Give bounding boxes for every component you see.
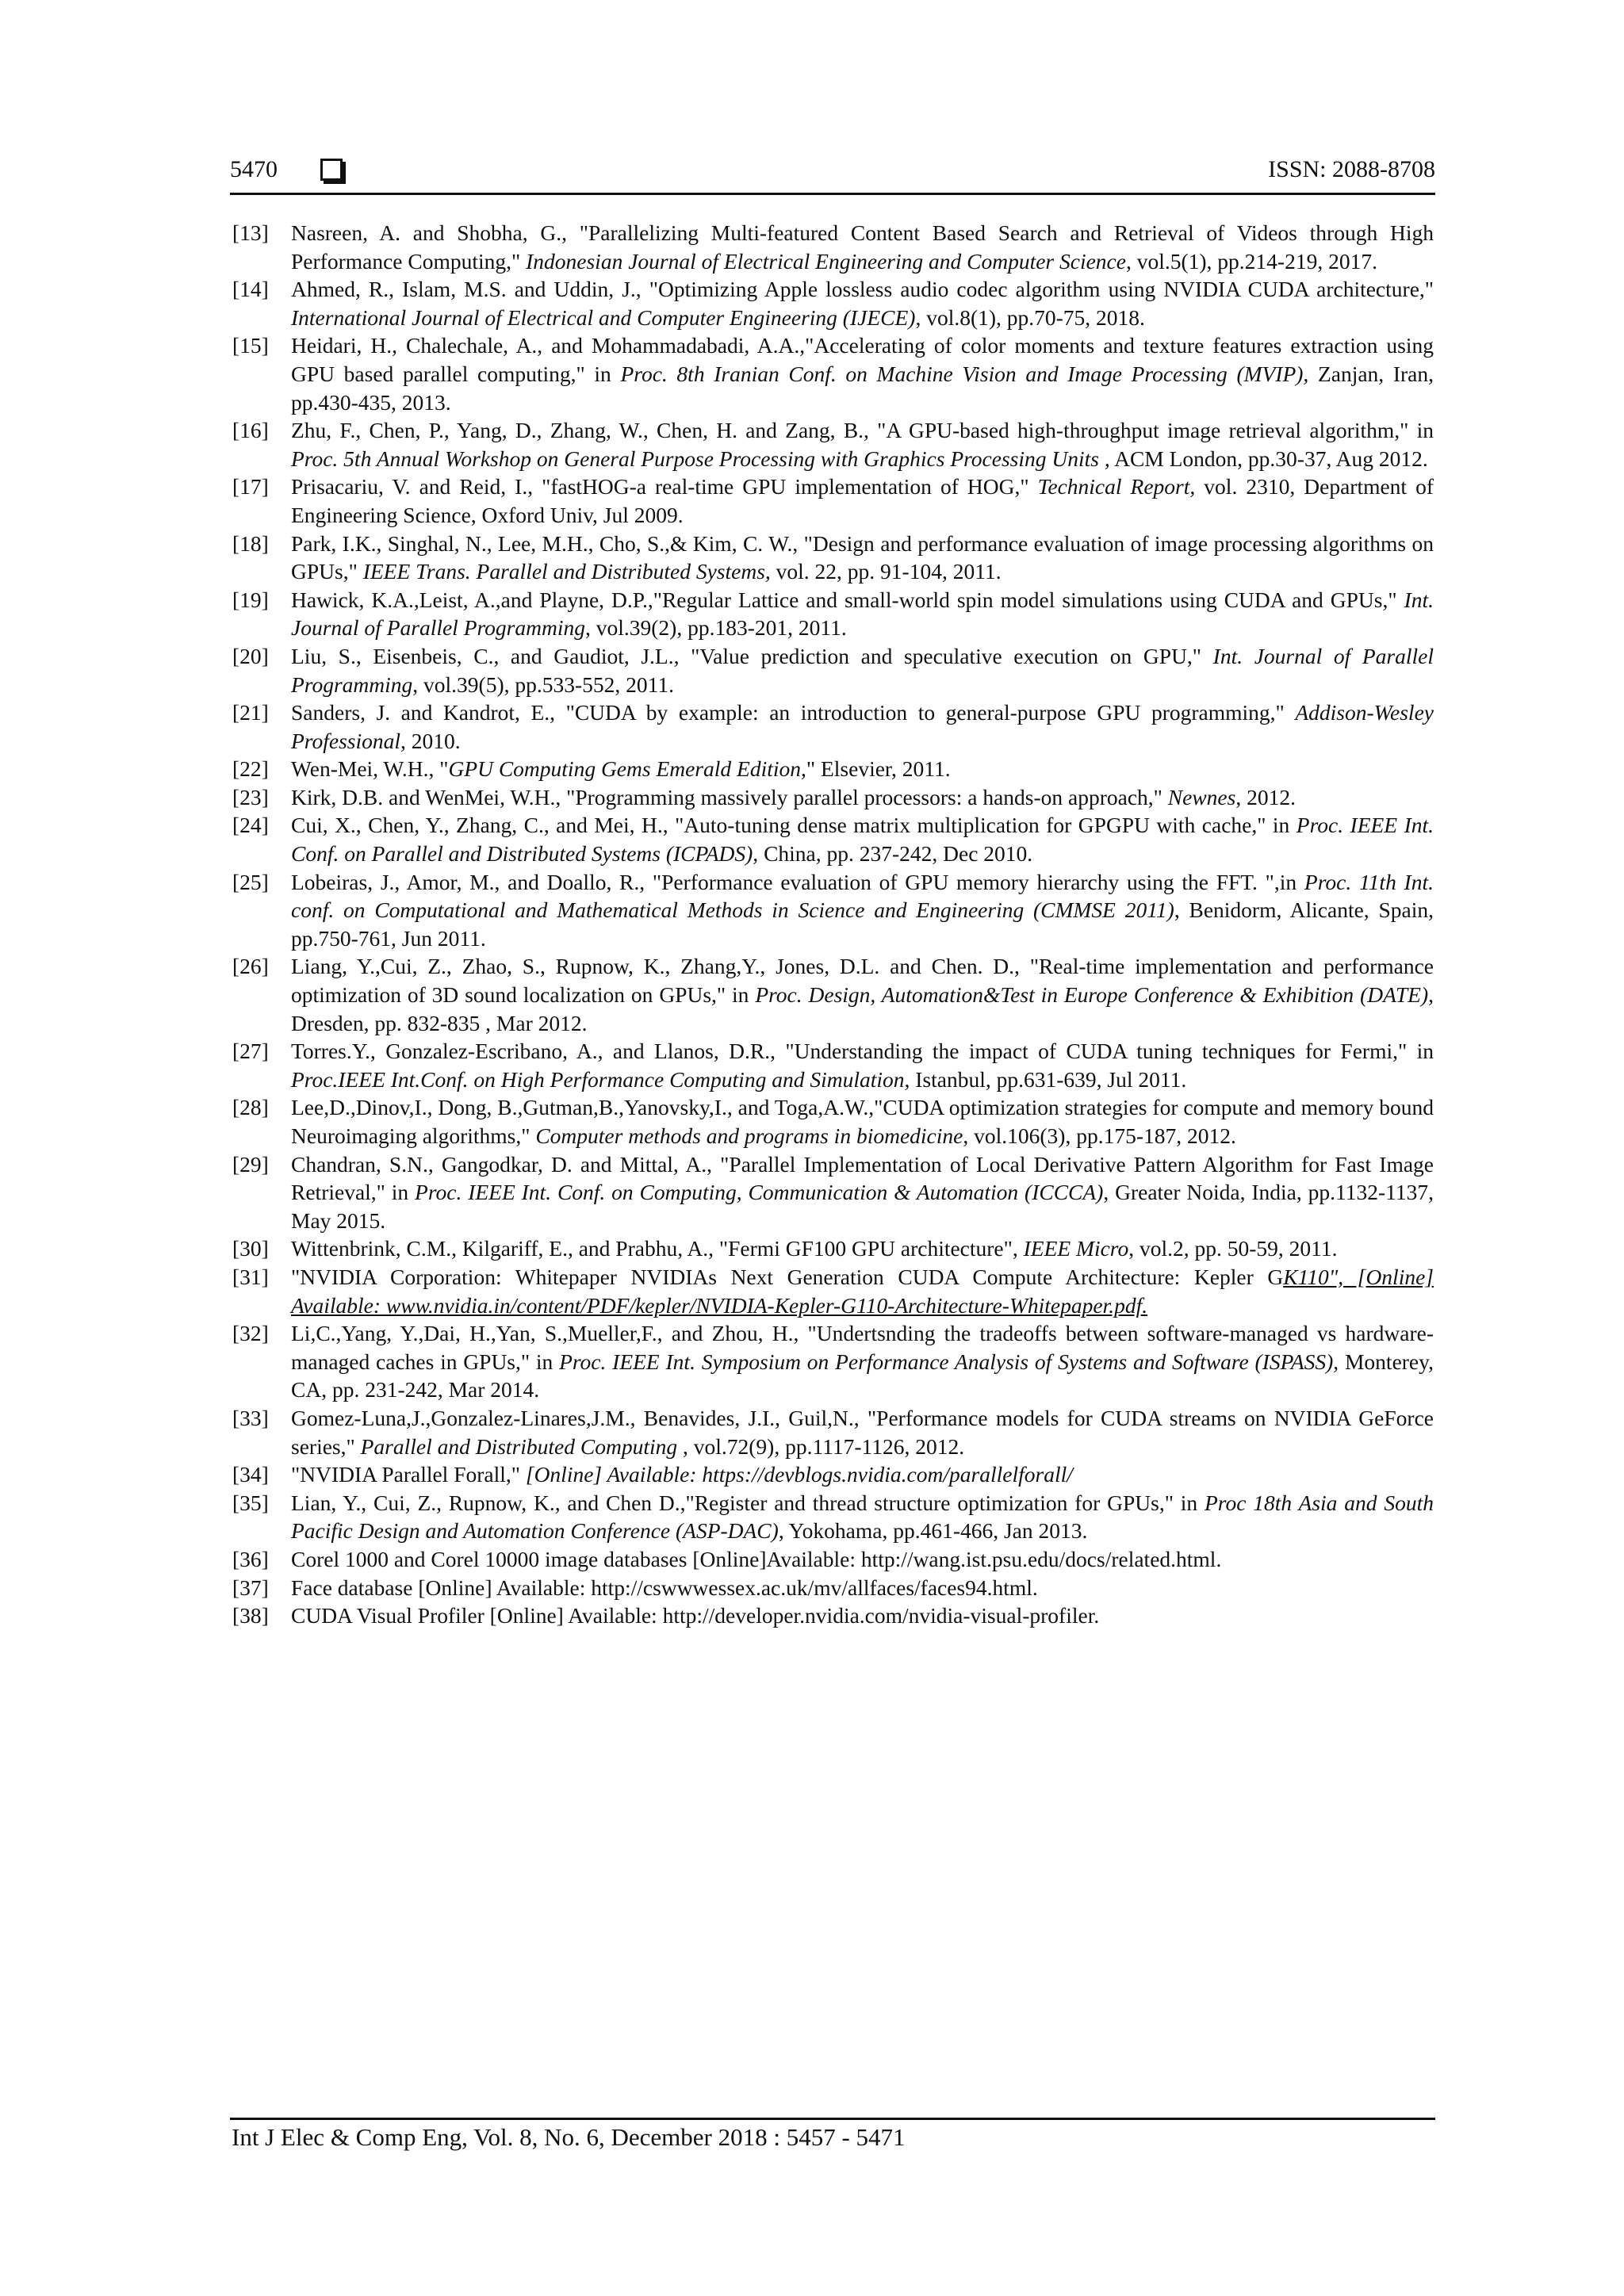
reference-authors-title: Corel 1000 and Corel 10000 image databases [Online]Available: http://wang.ist.psu.edu/docs/related.html.	[291, 1546, 1222, 1571]
reference-authors-title: Ahmed, R., Islam, M.S. and Uddin, J., "Optimizing Apple lossless audio codec algorithm using NVIDIA CUDA architecture,"	[291, 277, 1434, 302]
reference-venue: Proc. 8th Iranian Conf. on Machine Vision and Image Processing (MVIP),	[620, 361, 1309, 386]
reference-item	[232, 1489, 1434, 1545]
reference-authors-title: Heidari, H., Chalechale, A., and Mohammadabadi, A.A.,"Accelerating of color moments and texture features extraction using GPU based parallel computing," in	[291, 333, 1434, 386]
reference-details: , Dresden, pp. 832-835 , Mar 2012.	[291, 982, 1434, 1035]
reference-number: [18]	[232, 530, 269, 556]
reference-text	[291, 785, 1296, 809]
reference-item	[232, 416, 1434, 473]
reference-number: [16]	[232, 418, 269, 443]
reference-details: , 2010.	[400, 728, 461, 753]
reference-authors-title: Lian, Y., Cui, Z., Rupnow, K., and Chen D.,"Register and thread structure optimization for GPUs," in	[291, 1490, 1205, 1515]
reference-number: [36]	[232, 1546, 269, 1571]
reference-authors-title: Hawick, K.A.,Leist, A.,and Playne, D.P.,"Regular Lattice and small-world spin model simulations using CUDA and GPUs,"	[291, 587, 1404, 612]
reference-text	[291, 418, 1434, 471]
reference-details: " Elsevier, 2011.	[806, 756, 951, 782]
reference-authors-title: Face database [Online] Available: http://cswwwessex.ac.uk/mv/allfaces/faces94.html.	[291, 1575, 1038, 1600]
reference-number: [29]	[232, 1151, 269, 1177]
reference-venue: Proc. IEEE Int. Conf. on Computing, Communication & Automation (ICCCA)	[415, 1180, 1104, 1205]
reference-authors-title: Cui, X., Chen, Y., Zhang, C., and Mei, H., "Auto-tuning dense matrix multiplication for GPGPU with cache," in	[291, 813, 1297, 838]
reference-authors-title: Lobeiras, J., Amor, M., and Doallo, R., "Performance evaluation of GPU memory hierarchy using the FFT. ",in	[291, 869, 1304, 894]
reference-text	[291, 1490, 1434, 1544]
reference-number: [34]	[232, 1462, 269, 1487]
reference-venue: IEEE Trans. Parallel and Distributed Systems,	[362, 559, 771, 584]
reference-authors-title: Nasreen, A. and Shobha, G., "Parallelizing Multi-featured Content Based Search and Retrieval of Videos through High Performance Computing,"	[291, 220, 1434, 274]
reference-text	[291, 1321, 1434, 1402]
issn: ISSN: 2088-8708	[1268, 156, 1435, 182]
reference-details: , vol.5(1), pp.214-219, 2017.	[1125, 248, 1377, 274]
reference-authors-title: Lee,D.,Dinov,I., Dong, B.,Gutman,B.,Yanovsky,I., and Toga,A.W.,"CUDA optimization strategies for compute and memory bound Neuroimaging algorithms,"	[291, 1095, 1434, 1148]
reference-text	[291, 1236, 1338, 1261]
reference-text	[291, 1603, 1099, 1628]
reference-number: [25]	[232, 869, 269, 894]
reference-venue: Proc. IEEE Int. Conf. on Parallel and Distributed Systems (ICPADS),	[291, 813, 1434, 867]
reference-number: [37]	[232, 1575, 269, 1600]
reference-number: [17]	[232, 474, 269, 499]
reference-text	[291, 1575, 1038, 1600]
reference-venue: Indonesian Journal of Electrical Engineering and Computer Science	[526, 248, 1126, 274]
reference-list	[232, 219, 1434, 1630]
reference-venue: Computer methods and programs in biomedicine	[535, 1123, 963, 1148]
reference-number: [33]	[232, 1405, 269, 1430]
reference-authors-title: Liang, Y.,Cui, Z., Zhao, S., Rupnow, K., Zhang,Y., Jones, D.L. and Chen. D., "Real-time implementation and performance optimization of 3D sound localization on GPUs," in	[291, 954, 1434, 1008]
reference-text	[291, 1406, 1434, 1459]
reference-authors-title: Wen-Mei, W.H., "	[291, 756, 449, 782]
reference-venue: Int. Journal of Parallel Programming	[291, 587, 1434, 641]
page-header	[230, 155, 1435, 195]
reference-item	[232, 473, 1434, 529]
reference-item	[232, 1601, 1434, 1630]
reference-details: Istanbul, pp.631-639, Jul 2011.	[910, 1066, 1187, 1092]
reference-details: , 2012.	[1235, 784, 1296, 809]
reference-venue: Parallel and Distributed Computing	[360, 1433, 678, 1459]
reference-number: [19]	[232, 587, 269, 612]
reference-text	[291, 644, 1434, 697]
reference-text	[291, 1547, 1221, 1571]
reference-number: [27]	[232, 1039, 269, 1064]
reference-venue: International Journal of Electrical and Computer Engineering (IJECE)	[291, 304, 916, 330]
reference-text	[291, 1095, 1434, 1148]
reference-venue: Proc. 11th Int. conf. on Computational and Mathematical Methods in Science and Engineering (CMMSE 2011)	[291, 869, 1434, 923]
reference-item	[232, 698, 1434, 755]
reference-item	[232, 952, 1434, 1037]
reference-details: , Greater Noida, India, pp.1132-1137, May 2015.	[291, 1180, 1434, 1233]
reference-number: [14]	[232, 277, 269, 302]
reference-text	[291, 1152, 1434, 1233]
reference-venue: Proc. IEEE Int. Symposium on Performance Analysis of Systems and Software (ISPASS),	[559, 1349, 1339, 1374]
reference-text	[291, 474, 1434, 527]
reference-item	[232, 1404, 1434, 1460]
reference-authors-title: Li,C.,Yang, Y.,Dai, H.,Yan, S.,Mueller,F., and Zhou, H., "Undertsnding the tradeoffs between software-managed vs hardware-managed caches in GPUs," in	[291, 1321, 1434, 1374]
reference-venue: Proc. 5th Annual Workshop on General Purpose Processing with Graphics Processing Units ,	[291, 446, 1110, 471]
reference-item	[232, 586, 1434, 642]
reference-venue: IEEE Micro	[1023, 1236, 1129, 1261]
reference-number: [22]	[232, 756, 269, 782]
reference-text	[291, 700, 1434, 753]
reference-number: [28]	[232, 1095, 269, 1120]
reference-text	[291, 1039, 1434, 1092]
reference-venue: Newnes	[1167, 784, 1236, 809]
reference-authors-title: "NVIDIA Parallel Forall,"	[291, 1462, 526, 1487]
reference-details: ACM London, pp.30-37, Aug 2012.	[1109, 446, 1428, 471]
reference-text	[291, 587, 1434, 641]
reference-item	[232, 783, 1434, 812]
reference-text	[291, 531, 1434, 584]
reference-text	[291, 220, 1434, 274]
reference-authors-title: Kirk, D.B. and WenMei, W.H., "Programming massively parallel processors: a hands-on approach,"	[291, 784, 1168, 809]
reference-details: , Benidorm, Alicante, Spain, pp.750-761, Jun 2011.	[291, 897, 1434, 951]
reference-venue: Proc 18th Asia and South Pacific Design and Automation Conference (ASP-DAC)	[291, 1490, 1434, 1544]
reference-details: , vol.39(5), pp.533-552, 2011.	[412, 672, 675, 697]
reference-text	[291, 813, 1434, 866]
reference-authors-title: CUDA Visual Profiler [Online] Available: http://developer.nvidia.com/nvidia-visual-profiler.	[291, 1603, 1100, 1628]
header-rule	[230, 193, 1435, 195]
reference-item	[232, 1150, 1434, 1235]
reference-details: Zanjan, Iran, pp.430-435, 2013.	[291, 361, 1434, 415]
reference-text	[291, 756, 951, 781]
reference-details: Monterey, CA, pp. 231-242, Mar 2014.	[291, 1349, 1434, 1402]
reference-item	[232, 1574, 1434, 1602]
reference-details: , vol.2, pp. 50-59, 2011.	[1128, 1236, 1338, 1261]
reference-item	[232, 755, 1434, 783]
square-bullet-icon	[320, 159, 343, 181]
reference-text	[291, 333, 1434, 414]
reference-number: [26]	[232, 954, 269, 979]
reference-authors-title: Sanders, J. and Kandrot, E., "CUDA by example: an introduction to general-purpose GPU programming,"	[291, 700, 1296, 725]
reference-item	[232, 1545, 1434, 1574]
reference-details: vol. 2310, Department of Engineering Science, Oxford Univ, Jul 2009.	[291, 474, 1434, 527]
reference-venue: K110", [Online] Available: www.nvidia.in/content/PDF/kepler/NVIDIA-Kepler-G110-Architecture-Whitepaper.pdf.	[291, 1264, 1434, 1318]
page-footer: Int J Elec & Comp Eng, Vol. 8, No. 6, December 2018 : 5457 - 5471	[232, 2123, 906, 2151]
reference-text	[291, 954, 1434, 1035]
reference-number: [35]	[232, 1490, 269, 1515]
reference-number: [32]	[232, 1321, 269, 1346]
reference-details: , vol.106(3), pp.175-187, 2012.	[963, 1123, 1236, 1148]
reference-item	[232, 868, 1434, 953]
reference-number: [38]	[232, 1603, 269, 1628]
reference-authors-title: Park, I.K., Singhal, N., Lee, M.H., Cho, S.,& Kim, C. W., "Design and performance evaluation of image processing algorithms on GPUs,"	[291, 530, 1434, 584]
reference-authors-title: Liu, S., Eisenbeis, C., and Gaudiot, J.L., "Value prediction and speculative execution on GPU,"	[291, 643, 1213, 668]
page-number: 5470	[230, 156, 278, 182]
reference-number: [23]	[232, 784, 269, 809]
reference-number: [30]	[232, 1236, 269, 1261]
reference-number: [31]	[232, 1264, 269, 1289]
reference-item	[232, 642, 1434, 698]
footer-rule	[230, 2118, 1435, 2120]
reference-text	[291, 1265, 1434, 1318]
reference-item	[232, 811, 1434, 867]
reference-number: [15]	[232, 333, 269, 358]
reference-item	[232, 1460, 1434, 1489]
reference-authors-title: Chandran, S.N., Gangodkar, D. and Mittal, A., "Parallel Implementation of Local Derivative Pattern Algorithm for Fast Image Retrieval," in	[291, 1151, 1434, 1205]
reference-item	[232, 1234, 1434, 1263]
reference-item	[232, 331, 1434, 416]
reference-authors-title: Zhu, F., Chen, P., Yang, D., Zhang, W., Chen, H. and Zang, B., "A GPU-based high-throughput image retrieval algorithm," in	[291, 418, 1434, 443]
reference-venue: Proc.IEEE Int.Conf. on High Performance Computing and Simulation,	[291, 1066, 910, 1092]
reference-authors-title: Gomez-Luna,J.,Gonzalez-Linares,J.M., Benavides, J.I., Guil,N., "Performance models for CUDA streams on NVIDIA GeForce series,"	[291, 1405, 1434, 1459]
reference-number: [21]	[232, 700, 269, 725]
reference-authors-title: "NVIDIA Corporation: Whitepaper NVIDIAs Next Generation CUDA Compute Architecture: Kepler G	[291, 1264, 1284, 1289]
reference-venue: [Online] Available: https://devblogs.nvidia.com/parallelforall/	[525, 1462, 1073, 1487]
reference-authors-title: Wittenbrink, C.M., Kilgariff, E., and Prabhu, A., "Fermi GF100 GPU architecture",	[291, 1236, 1024, 1261]
reference-details: , vol.8(1), pp.70-75, 2018.	[915, 304, 1145, 330]
reference-venue: Technical Report,	[1037, 474, 1196, 499]
reference-item	[232, 1037, 1434, 1093]
reference-authors-title: Torres.Y., Gonzalez-Escribano, A., and Llanos, D.R., "Understanding the impact of CUDA tuning techniques for Fermi," in	[291, 1039, 1434, 1064]
reference-item	[232, 1093, 1434, 1150]
reference-details: , Yokohama, pp.461-466, Jan 2013.	[778, 1518, 1088, 1544]
reference-number: [13]	[232, 220, 269, 245]
reference-text	[291, 870, 1434, 951]
reference-item	[232, 530, 1434, 586]
reference-details: vol. 22, pp. 91-104, 2011.	[770, 559, 1002, 584]
reference-number: [24]	[232, 813, 269, 838]
reference-item	[232, 219, 1434, 275]
reference-item	[232, 1263, 1434, 1319]
reference-item	[232, 1319, 1434, 1404]
reference-venue: Addison-Wesley Professional	[291, 700, 1434, 753]
reference-details: , vol.39(2), pp.183-201, 2011.	[584, 615, 847, 641]
reference-authors-title: Prisacariu, V. and Reid, I., "fastHOG-a real-time GPU implementation of HOG,"	[291, 474, 1038, 499]
reference-venue: GPU Computing Gems Emerald Edition,	[448, 756, 806, 782]
reference-number: [20]	[232, 643, 269, 668]
reference-text	[291, 1462, 1073, 1487]
reference-details: China, pp. 237-242, Dec 2010.	[758, 841, 1033, 867]
reference-item	[232, 275, 1434, 331]
reference-text	[291, 277, 1434, 330]
reference-venue: Int. Journal of Parallel Programming	[291, 643, 1434, 697]
reference-details: , vol.72(9), pp.1117-1126, 2012.	[677, 1433, 965, 1459]
reference-venue: Proc. Design, Automation&Test in Europe Conference & Exhibition (DATE)	[755, 982, 1429, 1008]
